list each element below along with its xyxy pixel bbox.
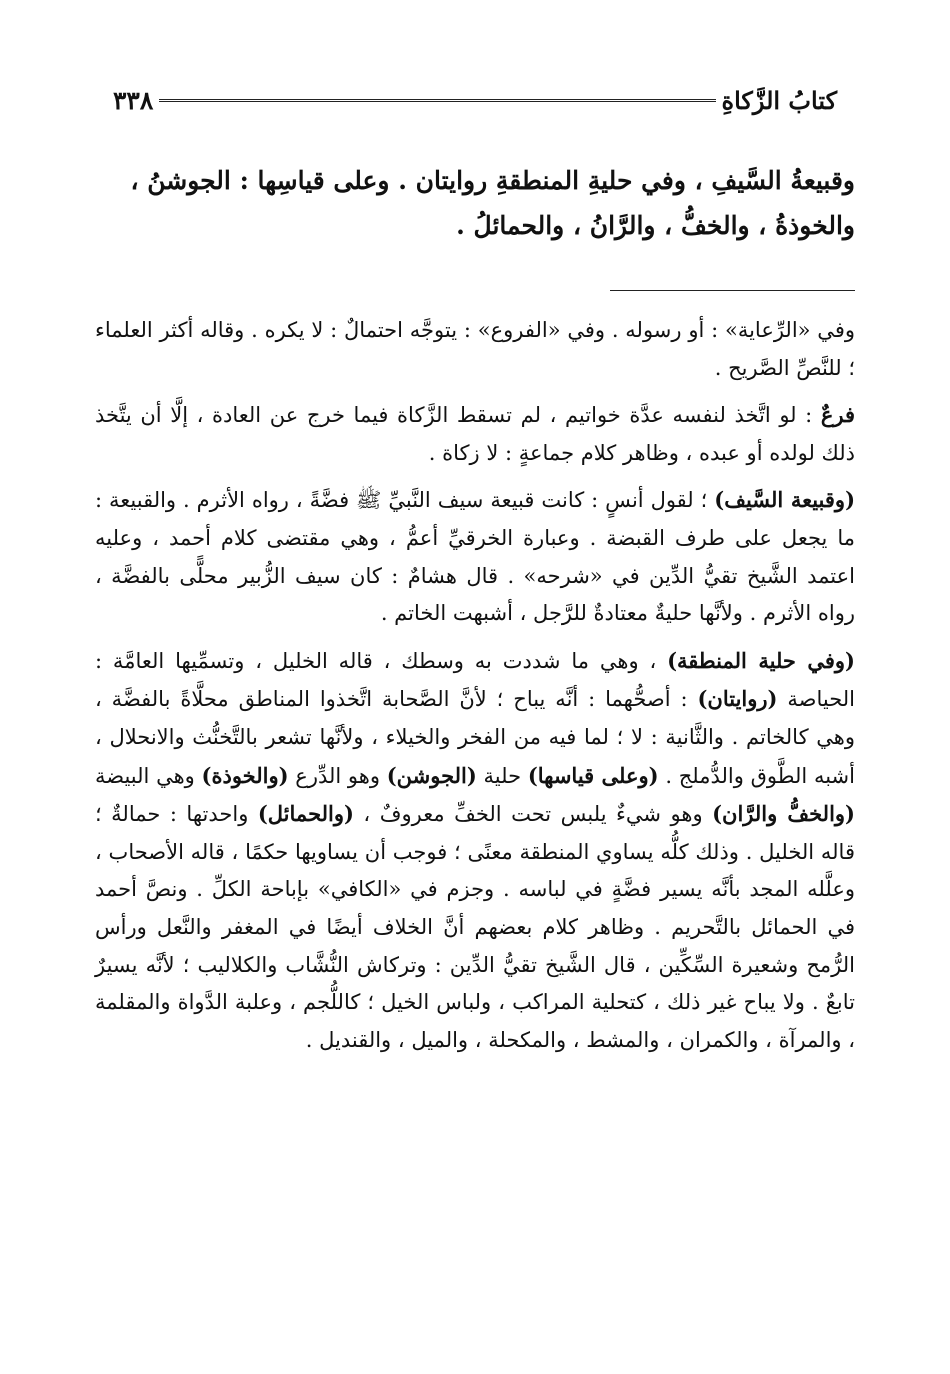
paragraph-text: ؛ لقول أنسٍ : كانت قبيعة سيف النَّبيِّ ﷺ فضَّةً ، رواه الأثرم . والقبيعة : ما يجعل على طرف القبضة . وعبارة الخرقيِّ أعمُّ ، وهي مقتضى كلام أحمد ، وعليه اعتمد الشَّيخ تقيُّ الدِّين في «شرحه» . قال هشامٌ : كان سيف الزُّبير محلًّى بالفضَّة ، رواه الأثرم . ولأنَّها حليةٌ معتادةٌ للرَّجل ، أشبهت الخاتم .	[95, 488, 855, 626]
page-header	[95, 78, 855, 122]
header-rule	[159, 99, 715, 102]
paragraph-text: وهو شيءٌ يلبس تحت الخفِّ معروفٌ ،	[353, 802, 713, 827]
paragraph-text: ، وهي ما شددت به وسطك ، قاله الخليل ، وتسمِّيها العامَّة : الحياصة	[95, 648, 856, 712]
quoted-phrase: (والخفُّ والرَّان)	[712, 801, 855, 827]
running-title: كتابُ الزَّكاةِ	[721, 85, 837, 115]
main-text-line: وقبيعةُ السَّيفِ ، وفي حليةِ المنطقةِ روايتان . وعلى قياسِها : الجوشنُ ،	[130, 166, 855, 195]
quoted-phrase: (والحمائل)	[257, 801, 354, 827]
commentary-paragraph	[95, 642, 855, 1060]
paragraph-text: واحدتها : حمالةٌ ؛ قاله الخليل . وذلك كلُّه يساوي المنطقة معنًى ؛ فوجب أن يساويها حكمًا ، قاله الأصحاب ، وعلَّله المجد بأنَّه يسير فضَّةٍ في لباسه . وجزم في «الكافي» بإباحة الكلِّ . ونصَّ أحمد في الحمائل بالتَّحريم . وظاهر كلام بعضهم أنَّ الخلاف أيضًا في المغفر والنَّعل ورأس الرُّمح وشعيرة السِّكِّين ، قال الشَّيخ تقيُّ الدِّين : وتركاش النُّشَّاب والكلاليب ؛ لأنَّه يسيرٌ تابعٌ . ولا يباح غير ذلك ، كتحلية المراكب ، ولباس الخيل ؛ كاللُّجم ، وعلبة الدَّواة والمقلمة ، والمرآة ، والكمران ، والمشط ، والمكحلة ، والميل ، والقنديل .	[95, 802, 855, 1052]
commentary-separator	[610, 290, 855, 291]
commentary	[95, 312, 855, 1068]
commentary-paragraph	[95, 481, 855, 632]
main-text-line: والخوذةُ ، والخفُّ ، والرَّانُ ، والحمائلُ .	[456, 211, 855, 240]
paragraph-text: حلية	[476, 763, 528, 788]
main-text	[95, 158, 855, 248]
quoted-phrase: (الجوشن)	[386, 762, 477, 788]
quoted-phrase: (وعلى قياسها)	[527, 762, 659, 788]
commentary-paragraph: وفي «الرِّعاية» : أو رسوله . وفي «الفروع» : يتوجَّه احتمالٌ : لا يكره . وقاله أكثر العلماء ؛ للنَّصِّ الصَّريح .	[95, 318, 855, 380]
quoted-phrase: (وقبيعة السَّيف)	[714, 487, 855, 513]
paragraph-text: وهو الدِّرع	[288, 763, 387, 788]
quoted-phrase: (روايتان)	[697, 686, 778, 712]
paragraph-text: : لو اتَّخذ لنفسه عدَّة خواتيم ، لم تسقط الزَّكاة فيما خرج عن العادة ، إلَّا أن يتَّخذ ذلك لولده أو عبده ، وظاهر كلام جماعةٍ : لا زكاة .	[95, 403, 855, 465]
paragraph-text: : أصحُّهما : أنَّه يباح ؛ لأنَّ الصَّحابة اتَّخذوا المناطق محلَّاةً بالفضَّة ، وهي كالخاتم . والثَّانية : لا ؛ لما فيه من الفخر والخيلاء ، ولأنَّها تشعر بالتَّخنُّث والانحلال ، أشبه الطَّوق والدُّملج .	[95, 687, 855, 788]
commentary-paragraph	[95, 396, 855, 472]
quoted-phrase: (والخوذة)	[201, 762, 289, 788]
paragraph-text: وهي البيضة	[95, 763, 202, 788]
quoted-phrase: (وفي حلية المنطقة)	[667, 647, 855, 673]
page-number: ٣٣٨	[113, 85, 154, 115]
branch-heading: فرعٌ	[820, 402, 855, 428]
